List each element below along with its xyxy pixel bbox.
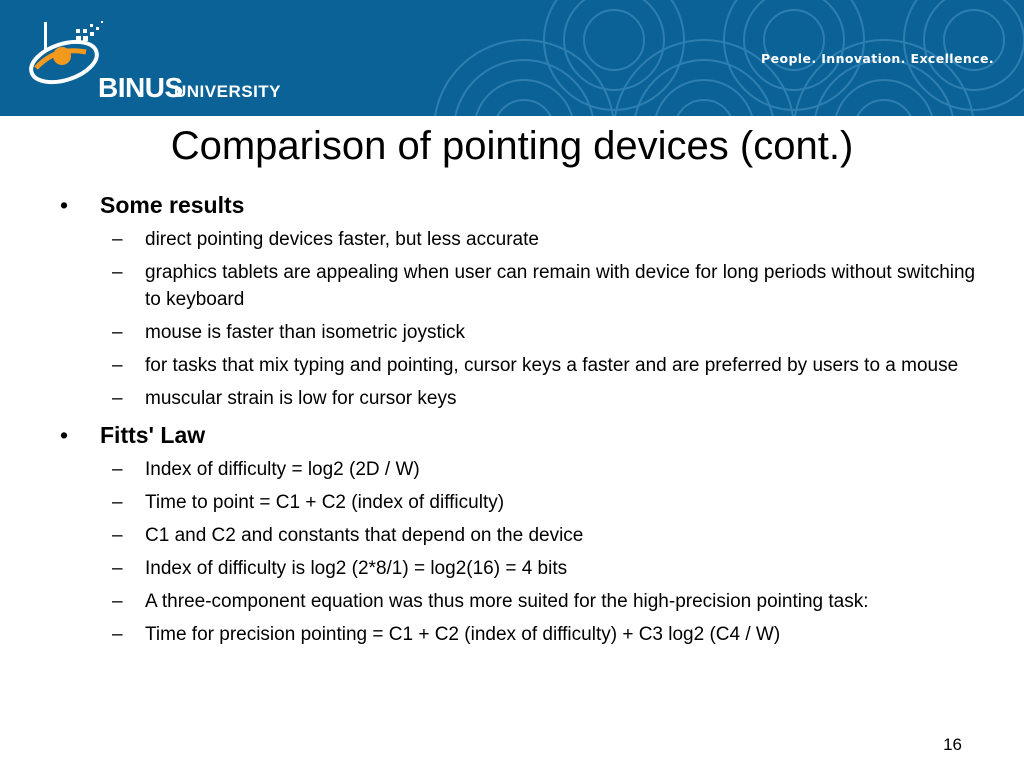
dash-marker: –	[112, 229, 123, 250]
binus-logo	[26, 16, 306, 104]
sub-item	[60, 522, 980, 549]
sub-item	[60, 259, 980, 313]
sub-item	[60, 588, 980, 615]
page-number: 16	[943, 735, 962, 754]
bullet-heading: Fitts' Law	[100, 422, 206, 448]
dash-marker: –	[112, 262, 123, 283]
sub-item	[60, 352, 980, 379]
sub-item	[60, 319, 980, 346]
dash-marker: –	[112, 492, 123, 513]
bullet-marker: •	[60, 422, 69, 448]
sub-item-text: Index of difficulty is log2 (2*8/1) = log2(16) = 4 bits	[145, 558, 568, 579]
dash-marker: –	[112, 525, 123, 546]
slide-body	[60, 190, 980, 648]
sub-item-text: muscular strain is low for cursor keys	[145, 388, 457, 409]
sub-item-text: A three-component equation was thus more suited for the high-precision pointing task:	[145, 591, 869, 612]
sub-item	[60, 555, 980, 582]
logo-word: BINUS	[98, 72, 183, 103]
sub-item-text: for tasks that mix typing and pointing, cursor keys a faster and are preferred by users to a mouse	[145, 355, 959, 376]
sub-item	[60, 489, 980, 516]
bullet-fitts-law	[60, 420, 980, 450]
header-band	[0, 0, 1024, 116]
dash-marker: –	[112, 459, 123, 480]
sub-item	[60, 385, 980, 412]
dash-marker: –	[112, 624, 123, 645]
sub-item-text: graphics tablets are appealing when user can remain with device for long periods without switching to keyboard	[145, 262, 976, 310]
sub-item-text: C1 and C2 and constants that depend on the device	[145, 525, 584, 546]
dash-marker: –	[112, 591, 123, 612]
dash-marker: –	[112, 355, 123, 376]
bullet-marker: •	[60, 192, 69, 218]
sub-item-text: Time to point = C1 + C2 (index of difficulty)	[145, 492, 505, 513]
bullet-some-results	[60, 190, 980, 220]
sub-item-text: Time for precision pointing = C1 + C2 (index of difficulty) + C3 log2 (C4 / W)	[145, 624, 781, 645]
sub-item-text: direct pointing devices faster, but less accurate	[145, 229, 539, 250]
sub-item	[60, 456, 980, 483]
logo-university: UNIVERSITY	[174, 82, 282, 101]
dash-marker: –	[112, 322, 123, 343]
tagline: People. Innovation. Excellence.	[761, 51, 994, 66]
dash-marker: –	[112, 388, 123, 409]
bullet-heading: Some results	[100, 192, 245, 218]
sub-item	[60, 621, 980, 648]
slide-title: Comparison of pointing devices (cont.)	[170, 124, 854, 168]
sub-item-text: Index of difficulty = log2 (2D / W)	[145, 459, 420, 480]
sub-item	[60, 226, 980, 253]
sub-item-text: mouse is faster than isometric joystick	[145, 322, 465, 343]
dash-marker: –	[112, 558, 123, 579]
